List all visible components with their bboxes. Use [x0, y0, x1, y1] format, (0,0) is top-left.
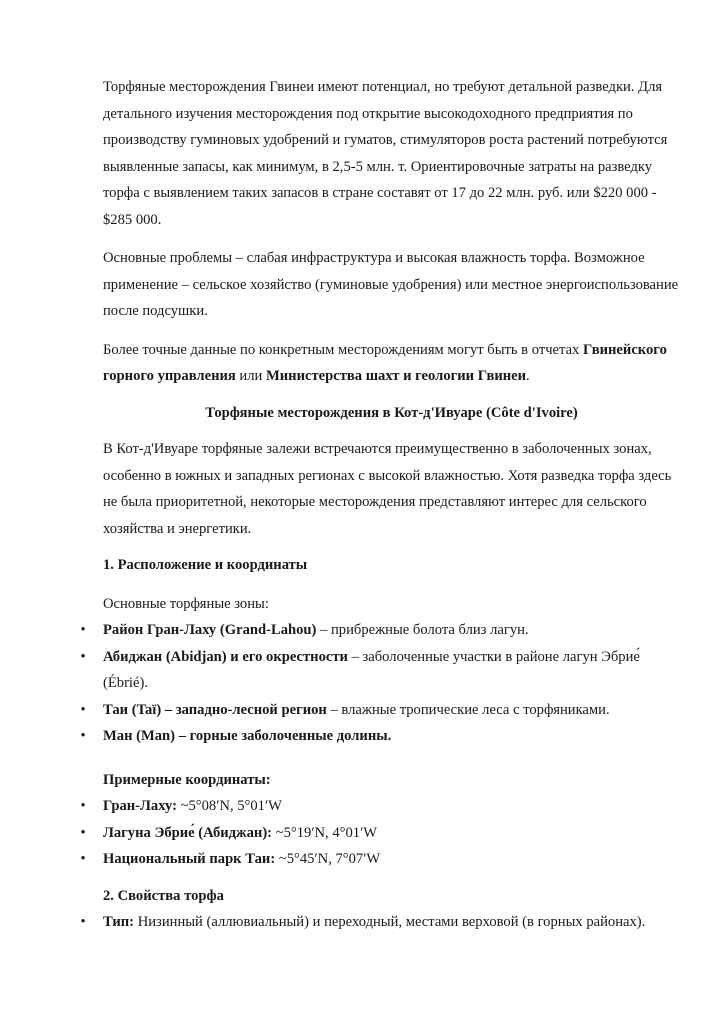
zones-list: [77, 617, 680, 750]
properties-list: [77, 909, 680, 936]
zones-label: Основные торфяные зоны:: [103, 595, 269, 612]
bullet-icon: •: [80, 701, 86, 718]
bullet-icon: •: [80, 824, 86, 841]
sources-middle: или: [235, 368, 266, 384]
sources-bold-mining-authority: Гвинейского горного управления: [103, 341, 667, 384]
paragraph-guinea-potential: Торфяные месторождения Гвинеи имеют потенциал, но требуют детальной разведки. Для детального изучения месторождения под открытие высокодоходного предприятия по производству гуминовых удобрений и гуматов, стимуляторов роста растений потребуются выявленные запасы, как минимум, в 2,5-5 млн. т. Ориентировочные затраты на разведку торфа с выявлением таких запасов в стране составят от 17 до 22 млн. руб. или $220 000 - $285 000.: [103, 79, 668, 228]
zone-name: Таи (Taï) – западно-лесной регион: [103, 701, 327, 718]
zone-name: Абиджан (Abidjan) и его окрестности: [103, 648, 348, 665]
list-item: [77, 723, 680, 750]
section-title: Торфяные месторождения в Кот-д'Ивуаре (Côte d'Ivoire): [205, 404, 578, 421]
document-page: [80, 74, 680, 936]
bullet-icon: •: [80, 622, 86, 638]
coord-value: ~5°45′N, 7°07′W: [275, 851, 381, 867]
zone-description: – прибрежные болота близ лагун.: [316, 622, 529, 638]
bullet-icon: •: [80, 851, 86, 867]
coords-list: [77, 793, 680, 873]
sources-prefix: Более точные данные по конкретным месторождениям могут быть в отчетах: [103, 341, 583, 358]
zone-name: Ман (Man) – горные заболоченные долины.: [103, 728, 392, 744]
property-value: Низинный (аллювиальный) и переходный, местами верховой (в горных районах).: [134, 914, 646, 930]
coord-place: Национальный парк Таи:: [103, 851, 276, 867]
location-heading: 1. Расположение и координаты: [103, 557, 308, 573]
property-label: Тип:: [103, 914, 135, 930]
paragraph-guinea-sources: [103, 337, 680, 390]
coord-value: ~5°19′N, 4°01′W: [272, 824, 378, 841]
bullet-icon: •: [80, 914, 86, 930]
list-item: [77, 793, 680, 820]
list-item: [77, 909, 680, 936]
coord-place: Лагуна Эбрие́ (Абиджан):: [103, 824, 273, 841]
list-item: [77, 644, 680, 697]
properties-heading: 2. Свойства торфа: [103, 887, 224, 904]
zone-description: – влажные тропические леса с торфяниками.: [326, 701, 610, 718]
sources-suffix: .: [526, 368, 530, 384]
zone-description: – заболоченные участки в районе лагун Эбрие́ (Ébrié).: [103, 648, 640, 691]
bullet-icon: •: [80, 648, 86, 665]
coord-place: Гран-Лаху:: [103, 798, 177, 814]
paragraph-guinea-problems: Основные проблемы – слабая инфраструктура и высокая влажность торфа. Возможное применение – сельское хозяйство (гуминовые удобрения) или местное энергоиспользование после подсушки.: [103, 250, 679, 319]
bullet-icon: •: [80, 728, 86, 744]
zone-name: Район Гран-Лаху (Grand-Lahou): [103, 622, 317, 638]
list-item: [77, 617, 680, 644]
coord-value: ~5°08′N, 5°01′W: [176, 798, 282, 814]
list-item: [77, 697, 680, 724]
sources-bold-ministry: Министерства шахт и геологии Гвинеи: [265, 368, 527, 384]
bullet-icon: •: [80, 798, 86, 814]
paragraph-intro: В Кот-д'Ивуаре торфяные залежи встречаются преимущественно в заболоченных зонах, особенно в южных и западных регионах с высокой влажностью. Хотя разведка торфа здесь не была приоритетной, некоторые месторождения представляют интерес для сельского хозяйства и энергетики.: [103, 441, 672, 537]
list-item: [77, 846, 680, 873]
list-item: [77, 820, 680, 847]
coords-heading: Примерные координаты:: [103, 771, 271, 788]
